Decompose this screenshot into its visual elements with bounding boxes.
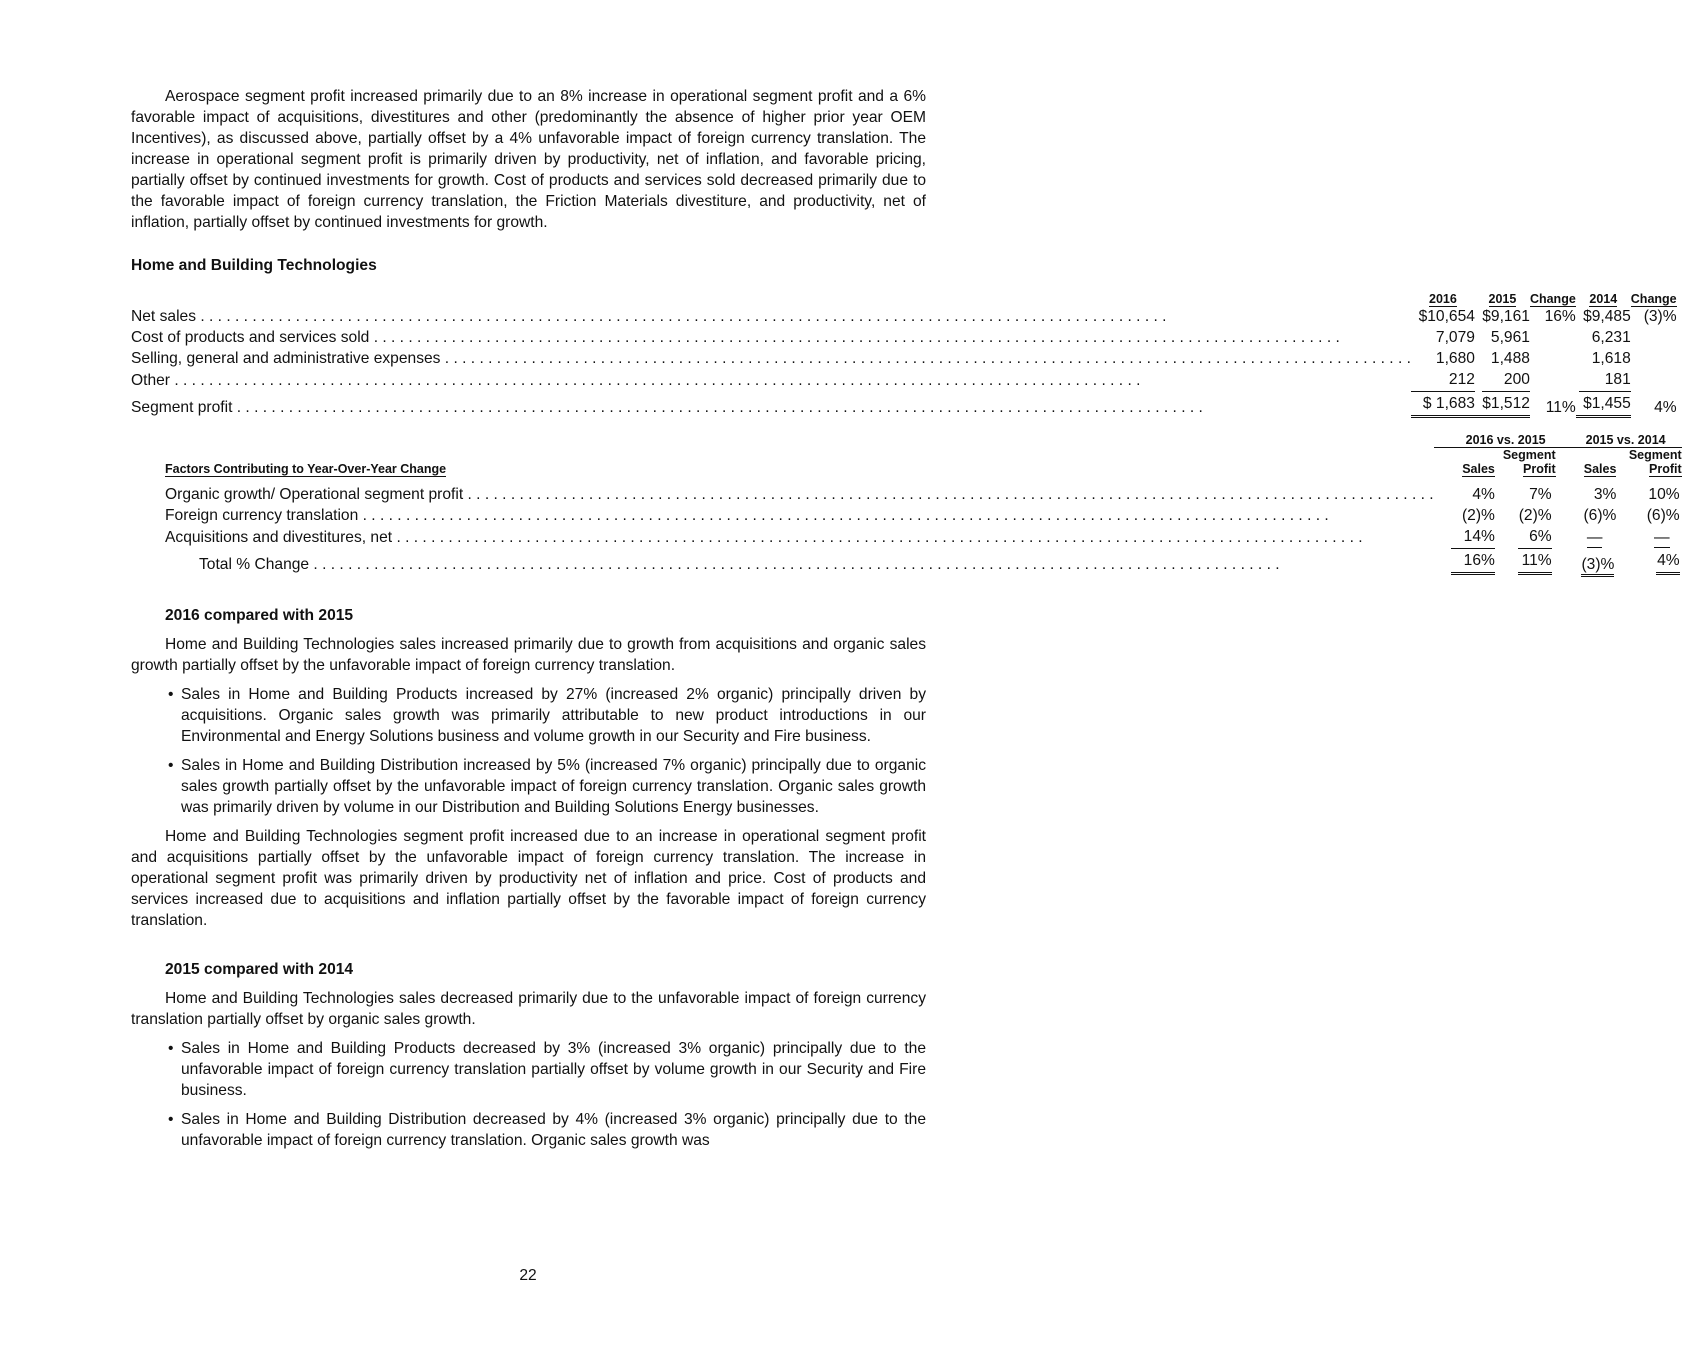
paragraph-profit-2016: Home and Building Technologies segment profit increased due to an increase in operational segment profit and acquisitions partially offset by the unfavorable impact of foreign currency translation. The increase in operational segment profit was primarily driven by productivity net of inflation and price. Cost of products and services increased due to acquisitions and inflation partially offset by the favorable impact of foreign currency translation. bbox=[131, 828, 926, 929]
bullet-icon: • bbox=[168, 1111, 174, 1128]
cell-profit-2: (6)% bbox=[1646, 507, 1680, 524]
table-row bbox=[131, 369, 1677, 392]
col-header-change-1: Change bbox=[1529, 292, 1576, 306]
bullet-list-2016 bbox=[131, 684, 926, 818]
col-header-segment-profit-1: Segment Profit bbox=[1502, 448, 1556, 476]
cell-change-2: 4% bbox=[1654, 399, 1677, 416]
cell-profit-1: 6% bbox=[1495, 526, 1562, 549]
table-row bbox=[165, 505, 1682, 526]
cell-2016: $ 1,683 bbox=[1411, 392, 1475, 418]
cell-change-1 bbox=[1530, 369, 1576, 392]
factors-title: Factors Contributing to Year-Over-Year Change bbox=[165, 462, 447, 476]
row-label: Acquisitions and divestitures, net . . . bbox=[165, 526, 1434, 549]
table-row bbox=[165, 484, 1682, 505]
cell-sales-1: 4% bbox=[1472, 486, 1495, 503]
cell-2016: 212 bbox=[1411, 369, 1475, 392]
cell-profit-2: — bbox=[1654, 529, 1670, 546]
cell-2015: 5,961 bbox=[1490, 329, 1530, 346]
cell-change-2 bbox=[1631, 327, 1677, 348]
col-header-2016: 2016 bbox=[1429, 292, 1457, 306]
heading-2015-vs-2014: 2015 compared with 2014 bbox=[165, 961, 354, 978]
col-header-sales-2: Sales bbox=[1583, 462, 1617, 476]
col-header-change-2: Change bbox=[1630, 292, 1677, 306]
cell-2016: 7,079 bbox=[1435, 329, 1475, 346]
table-row bbox=[131, 392, 1677, 418]
col-header-segment-profit-2: Segment Profit bbox=[1628, 448, 1682, 476]
row-label: Organic growth/ Operational segment profit . . . bbox=[165, 484, 1434, 505]
group-header-2016-vs-2015: 2016 vs. 2015 bbox=[1434, 432, 1562, 448]
cell-profit-2: 10% bbox=[1648, 486, 1680, 503]
cell-2015: $1,512 bbox=[1475, 392, 1530, 418]
list-item: • Sales in Home and Building Distribution increased by 5% (increased 7% organic) principally due to organic sales growth partially offset by the unfavorable impact of foreign currency translation. Organic sales growth was primarily driven by volume in our Distribution and Building Solutions Energy businesses. bbox=[168, 757, 926, 816]
row-label: Other . . . bbox=[131, 369, 1411, 392]
table-row bbox=[165, 549, 1682, 575]
bullet-icon: • bbox=[168, 757, 174, 774]
paragraph-sales-2015: Home and Building Technologies sales decreased primarily due to the unfavorable impact of foreign currency translation partially offset by organic sales growth. bbox=[131, 990, 926, 1028]
cell-profit-1: (2)% bbox=[1518, 507, 1552, 524]
cell-profit-1: 11% bbox=[1495, 549, 1562, 575]
cell-sales-2: — bbox=[1586, 529, 1603, 546]
cell-2015: 1,488 bbox=[1490, 350, 1530, 367]
row-label: Total % Change . . . bbox=[165, 549, 1434, 575]
cell-change-1: 11% bbox=[1545, 399, 1576, 416]
cell-2015: 200 bbox=[1475, 369, 1530, 392]
cell-sales-1: (2)% bbox=[1461, 507, 1495, 524]
row-label: Selling, general and administrative expenses . . . bbox=[131, 348, 1411, 369]
cell-sales-1: 14% bbox=[1434, 526, 1495, 549]
row-label: Net sales . . . bbox=[131, 306, 1411, 327]
cell-2014: $9,485 bbox=[1583, 308, 1631, 325]
col-header-2014: 2014 bbox=[1589, 292, 1618, 306]
cell-sales-2: (6)% bbox=[1583, 507, 1617, 524]
col-header-sales-1: Sales bbox=[1462, 462, 1495, 476]
cell-change-1 bbox=[1530, 348, 1576, 369]
cell-change-2: (3)% bbox=[1643, 308, 1677, 325]
list-item: • Sales in Home and Building Products decreased by 3% (increased 3% organic) principally due to the unfavorable impact of foreign currency translation partially offset by volume growth in our Security and Fire business. bbox=[168, 1040, 926, 1099]
section-title: Home and Building Technologies bbox=[131, 257, 377, 274]
bullet-icon: • bbox=[168, 686, 174, 703]
page-body bbox=[131, 86, 1682, 1151]
intro-paragraph: Aerospace segment profit increased primarily due to an 8% increase in operational segment profit and a 6% favorable impact of acquisitions, divestitures and other (predominantly the absence of higher prior year OEM Incentives), as discussed above, partially offset by a 4% unfavorable impact of foreign currency translation. The increase in operational segment profit is primarily driven by productivity, net of inflation, and favorable pricing, partially offset by continued investments for growth. Cost of products and services sold decreased primarily due to the favorable impact of foreign currency translation, the Friction Materials divestiture, and productivity, net of inflation, partially offset by continued investments for growth. bbox=[131, 88, 926, 231]
table-row bbox=[131, 306, 1677, 327]
factors-table bbox=[165, 432, 1682, 575]
cell-sales-2: 3% bbox=[1593, 486, 1617, 503]
group-header-2015-vs-2014: 2015 vs. 2014 bbox=[1562, 432, 1682, 448]
cell-profit-1: 7% bbox=[1529, 486, 1552, 503]
list-item: • Sales in Home and Building Distribution decreased by 4% (increased 3% organic) principally due to the unfavorable impact of foreign currency translation. Organic sales growth was bbox=[168, 1111, 926, 1149]
list-item: • Sales in Home and Building Products increased by 27% (increased 2% organic) principally driven by acquisitions. Organic sales growth was primarily attributable to new product introductions in our Environmental and Energy Solutions business and volume growth in our Security and Fire business. bbox=[168, 686, 926, 745]
cell-change-2 bbox=[1631, 348, 1677, 369]
bullet-list-2015 bbox=[131, 1038, 926, 1151]
cell-sales-1: 16% bbox=[1434, 549, 1495, 575]
cell-sales-2: (3)% bbox=[1562, 549, 1617, 575]
cell-change-1 bbox=[1530, 327, 1576, 348]
table-row bbox=[131, 327, 1677, 348]
cell-profit-2: 4% bbox=[1616, 549, 1681, 575]
heading-2016-vs-2015: 2016 compared with 2015 bbox=[165, 607, 354, 624]
cell-2014: 6,231 bbox=[1591, 329, 1631, 346]
financial-table bbox=[131, 280, 1677, 418]
cell-2014: $1,455 bbox=[1576, 392, 1631, 418]
cell-2015: $9,161 bbox=[1482, 308, 1530, 325]
table-row bbox=[165, 526, 1682, 549]
cell-2014: 1,618 bbox=[1591, 350, 1631, 367]
cell-2016: $10,654 bbox=[1418, 308, 1475, 325]
cell-2014: 181 bbox=[1576, 369, 1631, 392]
col-header-2015: 2015 bbox=[1488, 292, 1517, 306]
paragraph-sales-2016: Home and Building Technologies sales increased primarily due to growth from acquisitions and organic sales growth partially offset by the unfavorable impact of foreign currency translation. bbox=[131, 636, 926, 674]
page-number: 22 bbox=[519, 1267, 537, 1284]
bullet-icon: • bbox=[168, 1040, 174, 1057]
table-row bbox=[131, 348, 1677, 369]
row-label: Foreign currency translation . . . bbox=[165, 505, 1434, 526]
cell-2016: 1,680 bbox=[1435, 350, 1475, 367]
row-label: Cost of products and services sold . . . bbox=[131, 327, 1411, 348]
cell-change-1: 16% bbox=[1544, 308, 1576, 325]
row-label: Segment profit . . . bbox=[131, 392, 1411, 418]
cell-change-2 bbox=[1631, 369, 1677, 392]
